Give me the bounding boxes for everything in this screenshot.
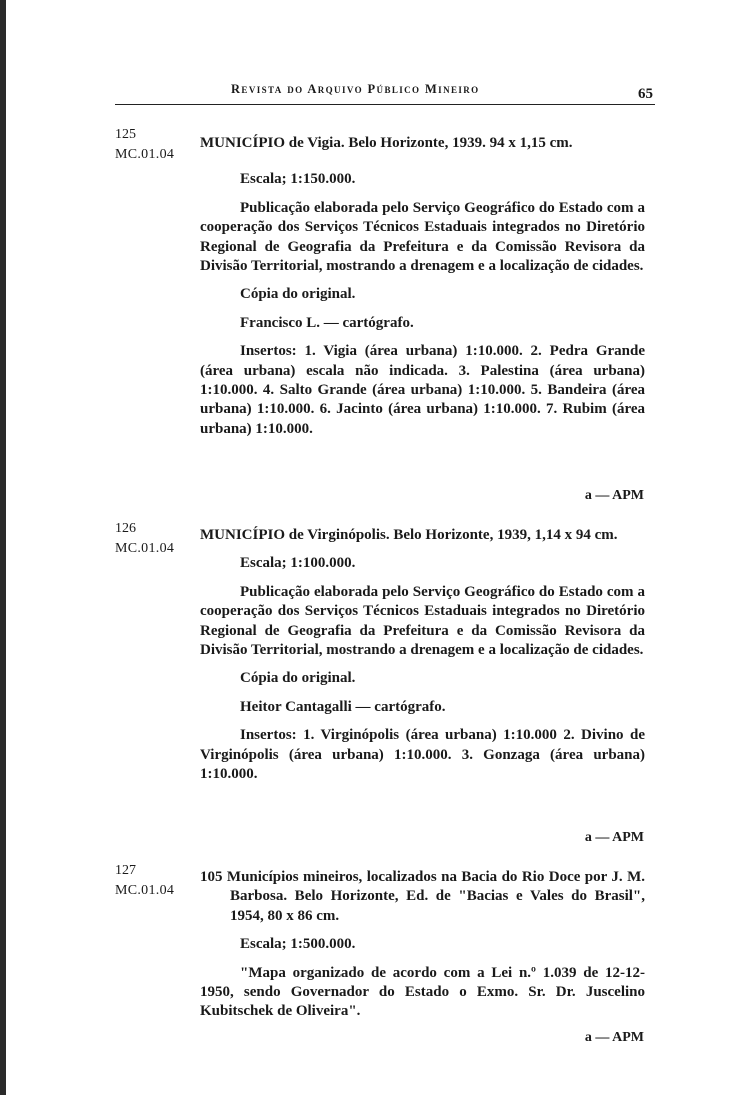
- entry-description: Publicação elaborada pelo Serviço Geográfico do Estado com a cooperação dos Serviços Técnicos Estaduais integrados no Diretório Regional de Geografia da Prefeitura e da Comissão Revisora da Divisão Territorial, mostrando a drenagem e a localização de cidades.: [200, 199, 645, 275]
- page-number: 65: [638, 86, 653, 102]
- entry-number: 125: [115, 127, 136, 142]
- running-title: Revista do Arquivo Público Mineiro: [231, 82, 480, 96]
- entry-author: Francisco L. — cartógrafo.: [240, 314, 414, 331]
- running-head: [115, 82, 655, 105]
- entry-author: Heitor Cantagalli — cartógrafo.: [240, 698, 446, 715]
- entry-copy-note: Cópia do original.: [240, 670, 356, 687]
- entry-description: Publicação elaborada pelo Serviço Geográfico do Estado com a cooperação dos Serviços Técnicos Estaduais integrados no Diretório Regional de Geografia da Prefeitura e da Comissão Revisora da Divisão Territorial, mostrando a drenagem e a localização de cidades.: [200, 583, 645, 659]
- entry-scale: Escala; 1:500.000.: [240, 936, 356, 953]
- page-edge-shadow: [0, 0, 6, 1095]
- entry-body: [200, 526, 645, 784]
- entry-description: "Mapa organizado de acordo com a Lei n.º 1.039 de 12-12-1950, sendo Governador do Estado o Exmo. Sr. Dr. Juscelino Kubitschek de Oliveira".: [200, 964, 645, 1020]
- entry-scale: Escala; 1:100.000.: [240, 555, 356, 572]
- entry-body: [200, 868, 645, 1022]
- entry-source: a — APM: [584, 488, 644, 503]
- entry-code: MC.01.04: [115, 147, 175, 162]
- entry-title: MUNICÍPIO de Vigia. Belo Horizonte, 1939. 94 x 1,15 cm.: [200, 135, 573, 151]
- entry-insets: Insertos: 1. Virginópolis (área urbana) 1:10.000 2. Divino de Virginópolis (área urbana) 1:10.000. 3. Gonzaga (área urbana) 1:10.000.: [200, 727, 645, 783]
- entry-title: 105 Municípios mineiros, localizados na Bacia do Rio Doce por J. M. Barbosa. Belo Horizonte, Ed. de "Bacias e Vales do Brasil", 1954, 80 x 86 cm.: [200, 869, 645, 924]
- entry-title: MUNICÍPIO de Virginópolis. Belo Horizonte, 1939, 1,14 x 94 cm.: [200, 527, 618, 543]
- entry-number: 127: [115, 863, 136, 878]
- entry-copy-note: Cópia do original.: [240, 286, 356, 303]
- entry-source: a — APM: [584, 1030, 644, 1045]
- entry-source: a — APM: [584, 830, 644, 845]
- entry-code: MC.01.04: [115, 883, 175, 898]
- entry-code: MC.01.04: [115, 541, 175, 556]
- entry-number: 126: [115, 521, 136, 536]
- entry-scale: Escala; 1:150.000.: [240, 171, 356, 188]
- entry-body: [200, 134, 645, 439]
- entry-insets: Insertos: 1. Vigia (área urbana) 1:10.000. 2. Pedra Grande (área urbana) escala não indicada. 3. Palestina (área urbana) 1:10.000. 4. Salto Grande (área urbana) 1:10.000. 5. Bandeira (área urbana) 1:10.000. 6. Jacinto (área urbana) 1:10.000. 7. Rubim (área urbana) 1:10.000.: [200, 343, 645, 437]
